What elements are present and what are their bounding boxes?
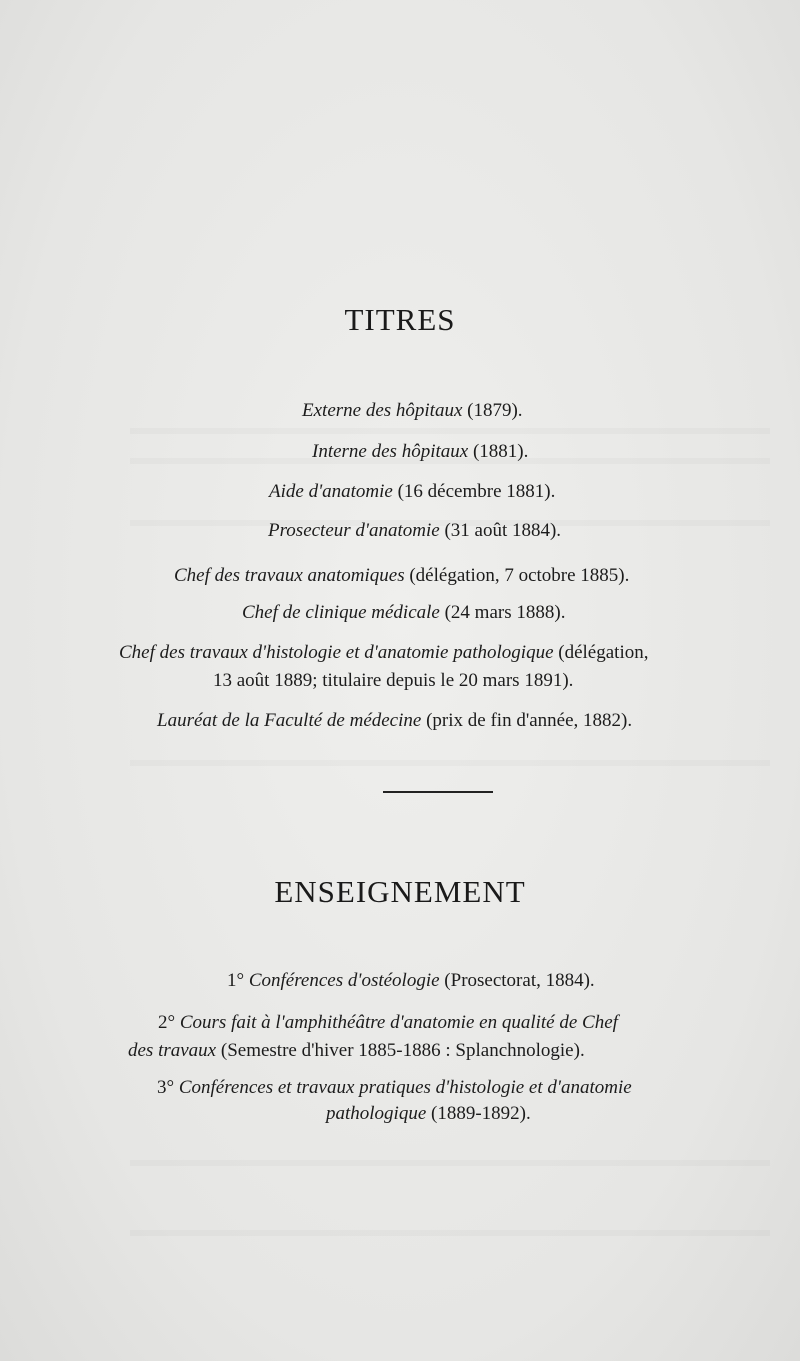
section-heading-enseignement: ENSEIGNEMENT xyxy=(274,874,526,909)
titre-title: Prosecteur d'anatomie xyxy=(268,520,440,541)
enseignement-entry xyxy=(158,1011,618,1035)
entry-title: Cours fait à l'amphithéâtre d'anatomie en qualité de Chef xyxy=(179,1012,618,1033)
enseignement-entry-continuation xyxy=(128,1039,585,1063)
enseignement-entry xyxy=(157,1076,632,1100)
bleed-through xyxy=(130,760,770,766)
entry-title: des travaux xyxy=(128,1040,217,1061)
entry-title: Conférences d'ostéologie xyxy=(248,970,440,991)
titre-title: Aide d'anatomie xyxy=(269,481,393,502)
entry-number: 3° xyxy=(157,1077,179,1098)
titre-detail: (24 mars 1888). xyxy=(439,602,566,623)
bleed-through xyxy=(130,1160,770,1166)
titre-detail: (16 décembre 1881). xyxy=(392,481,556,502)
titre-title: Chef des travaux d'histologie et d'anatomie pathologique xyxy=(119,642,554,663)
titre-detail: (prix de fin d'année, 1882). xyxy=(421,710,633,731)
titre-entry xyxy=(174,564,629,588)
titre-entry xyxy=(268,519,561,543)
entry-detail: (Semestre d'hiver 1885-1886 : Splanchnologie). xyxy=(216,1040,585,1061)
titre-entry xyxy=(157,709,632,733)
titre-entry xyxy=(269,480,555,504)
bleed-through xyxy=(130,1230,770,1236)
titre-title: Lauréat de la Faculté de médecine xyxy=(157,710,422,731)
section-heading-titres: TITRES xyxy=(344,302,456,337)
entry-detail: (1889-1892). xyxy=(426,1103,531,1124)
titre-entry xyxy=(312,440,528,464)
titre-title: Chef des travaux anatomiques xyxy=(174,565,405,586)
titre-title: Externe des hôpitaux xyxy=(302,400,463,421)
entry-detail: (Prosectorat, 1884). xyxy=(439,970,595,991)
entry-number: 2° xyxy=(158,1012,180,1033)
section-divider xyxy=(383,791,493,793)
titre-detail: (31 août 1884). xyxy=(439,520,562,541)
titre-detail: (1879). xyxy=(462,400,523,421)
bleed-through xyxy=(130,428,770,434)
entry-title: pathologique xyxy=(326,1103,427,1124)
enseignement-entry xyxy=(227,969,595,993)
titre-title: Interne des hôpitaux xyxy=(312,441,469,462)
titre-detail: (délégation, xyxy=(553,642,649,663)
enseignement-entry-continuation xyxy=(326,1102,531,1126)
titre-detail: (1881). xyxy=(468,441,529,462)
titre-entry xyxy=(302,399,523,423)
entry-title: Conférences et travaux pratiques d'histologie et d'anatomie xyxy=(178,1077,632,1098)
titre-entry-continuation: 13 août 1889; titulaire depuis le 20 mars 1891). xyxy=(213,670,574,691)
entry-number: 1° xyxy=(227,970,249,991)
titre-detail: (délégation, 7 octobre 1885). xyxy=(404,565,630,586)
titre-entry xyxy=(242,601,565,625)
titre-title: Chef de clinique médicale xyxy=(242,602,440,623)
titre-entry xyxy=(119,641,648,665)
